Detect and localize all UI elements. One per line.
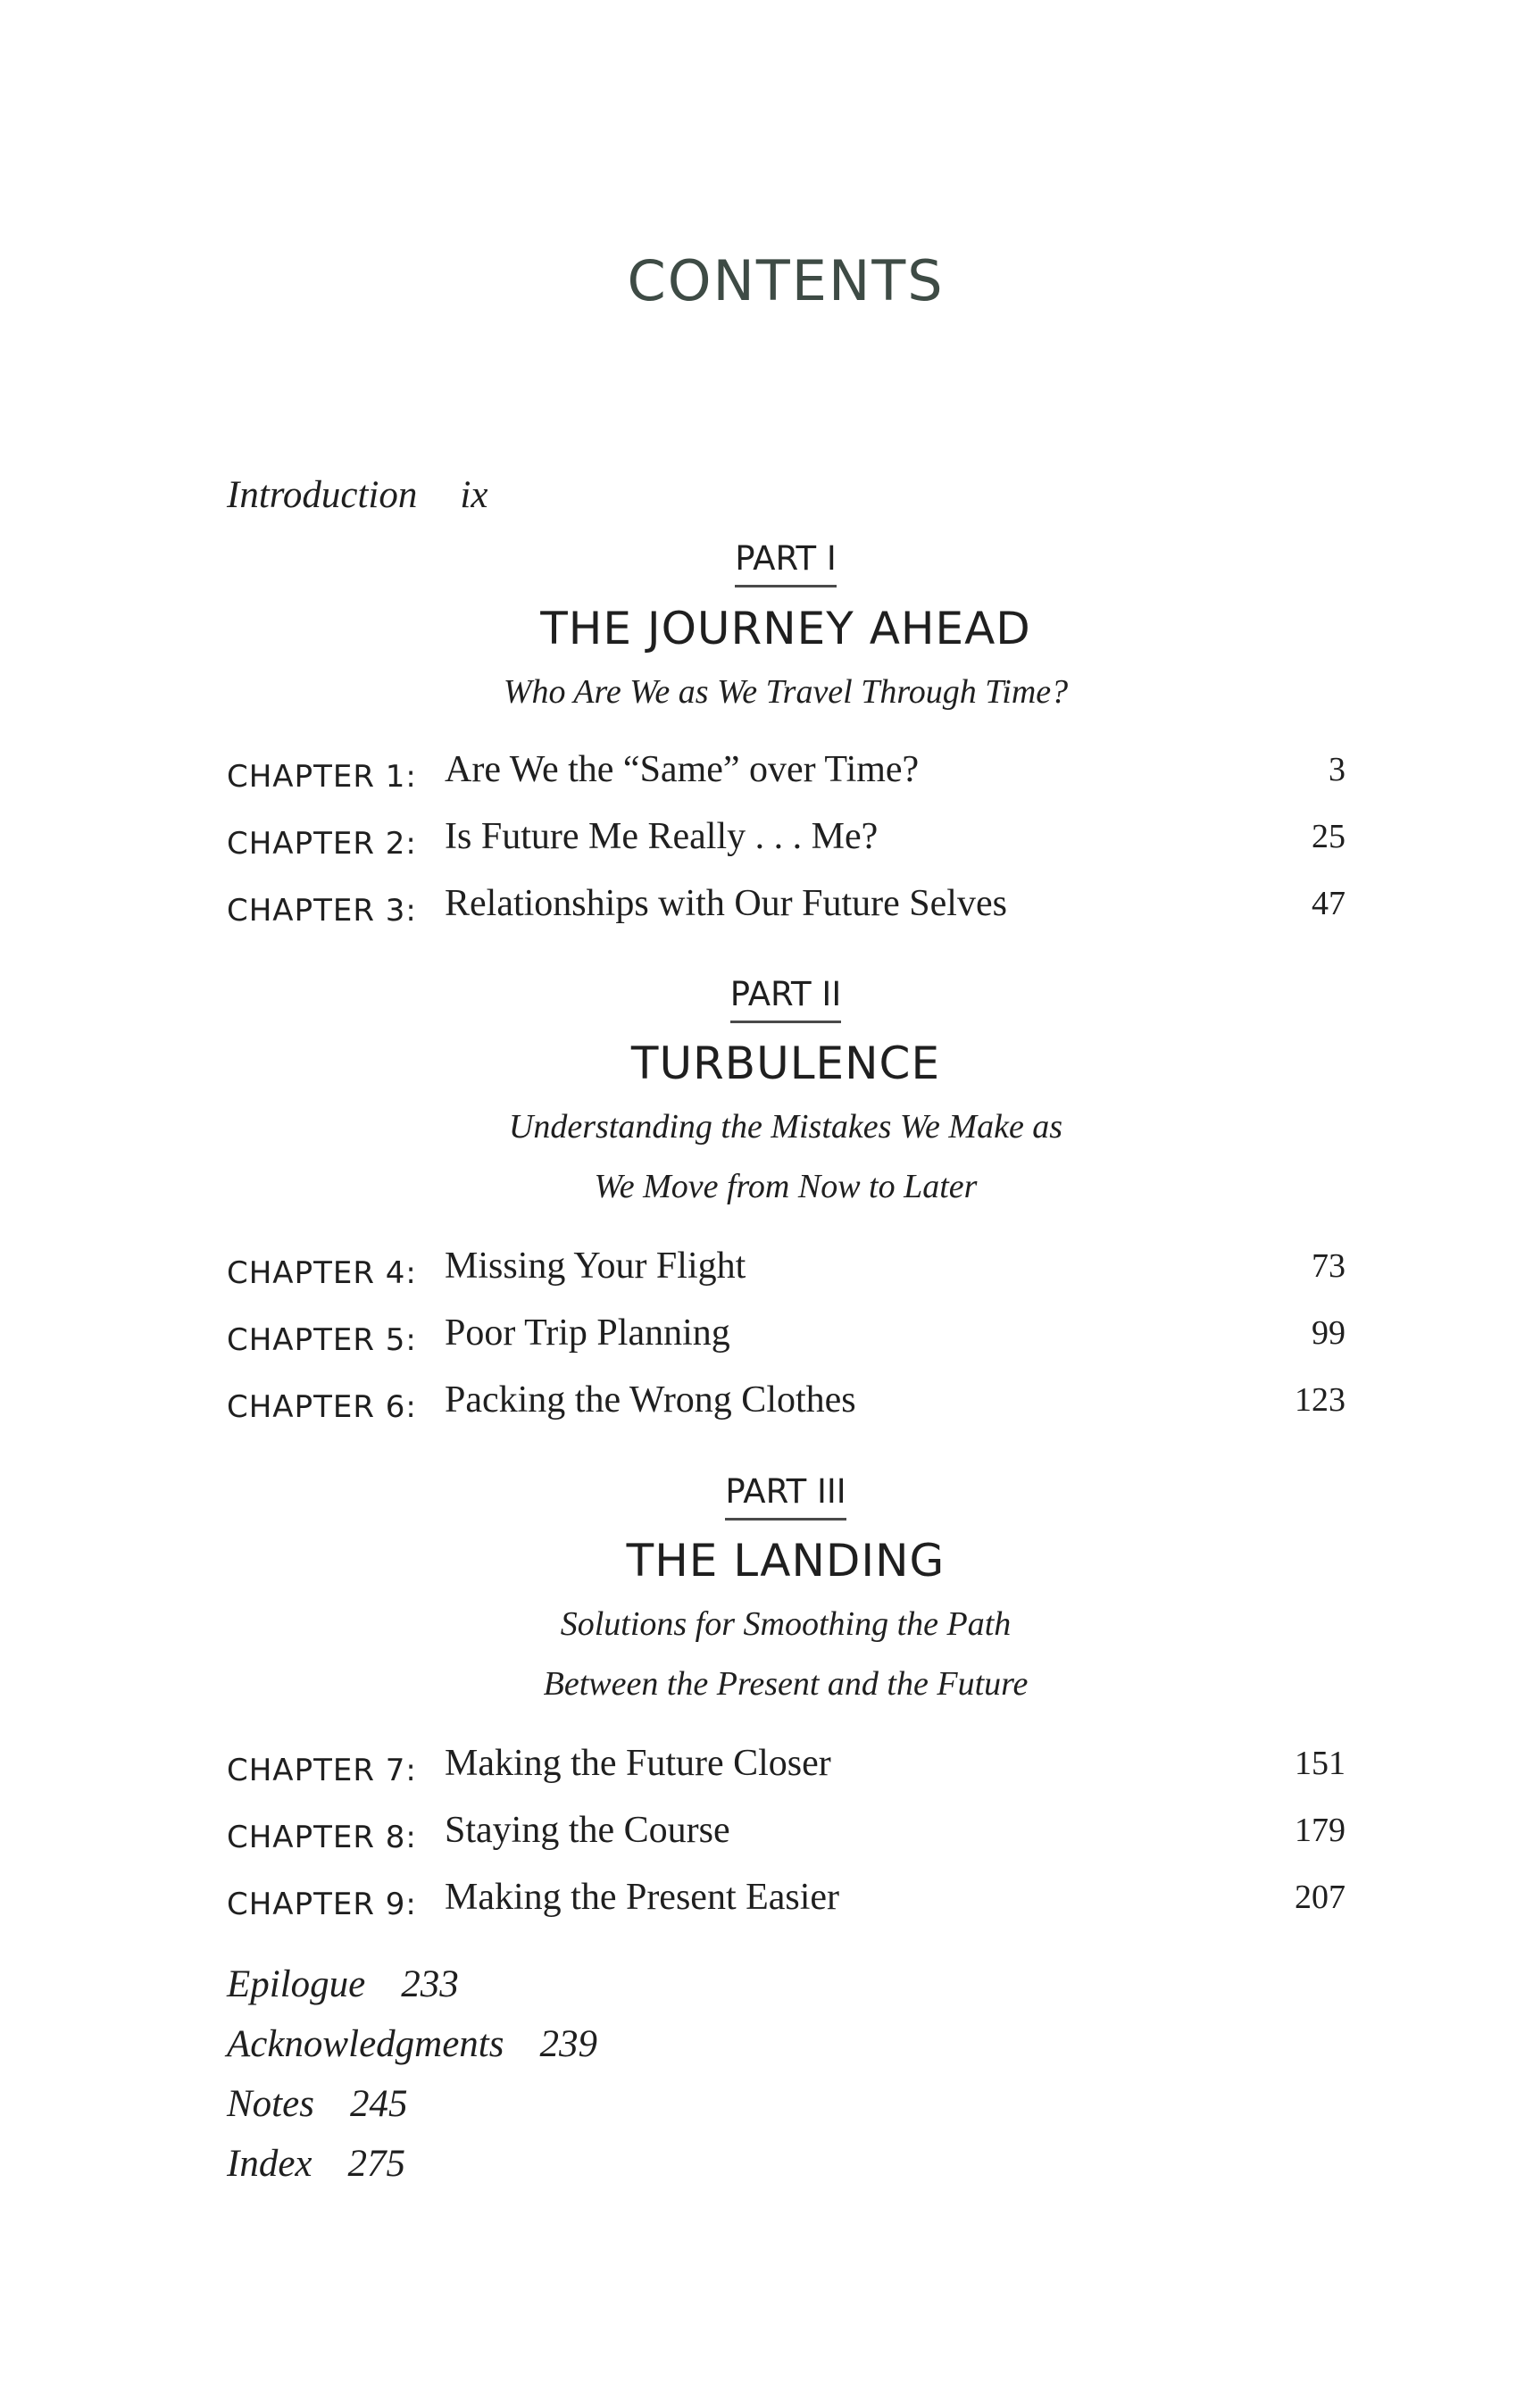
chapter-page: 207 — [1295, 1879, 1346, 1916]
chapter-label: CHAPTER 4: — [227, 1255, 417, 1291]
toc-entry-epilogue[interactable] — [227, 1962, 459, 2006]
chapter-title: Poor Trip Planning — [445, 1312, 730, 1354]
chapter-page: 151 — [1295, 1745, 1346, 1782]
entry-page: 233 — [401, 1963, 459, 2005]
chapter-title: Making the Present Easier — [445, 1877, 840, 1918]
entry-page: ix — [460, 474, 488, 516]
page-title: CONTENTS — [627, 248, 945, 313]
chapter-label: CHAPTER 7: — [227, 1753, 417, 1788]
toc-chapter-5[interactable] — [227, 1312, 1346, 1365]
chapter-page: 3 — [1329, 751, 1346, 788]
part-label-1: PART I — [0, 539, 1533, 587]
chapter-title: Are We the “Same” over Time? — [445, 749, 920, 790]
toc-entry-introduction[interactable] — [227, 473, 487, 517]
toc-chapter-2[interactable] — [227, 815, 1346, 869]
entry-title: Notes — [227, 2083, 314, 2125]
entry-title: Epilogue — [227, 1963, 366, 2005]
part-title-2: TURBULENCE — [630, 1037, 941, 1089]
entry-title: Index — [227, 2143, 312, 2185]
entry-page: 245 — [349, 2083, 408, 2125]
chapter-title: Is Future Me Really . . . Me? — [445, 816, 879, 857]
part-title-3: THE LANDING — [626, 1535, 946, 1587]
part-subtitle-1 — [0, 662, 1533, 722]
entry-title: Acknowledgments — [227, 2023, 504, 2065]
chapter-label: CHAPTER 2: — [227, 826, 417, 862]
part-subtitle-line: We Move from Now to Later — [594, 1168, 978, 1205]
entry-title: Introduction — [227, 474, 418, 516]
chapter-title: Packing the Wrong Clothes — [445, 1379, 856, 1421]
chapter-label: CHAPTER 9: — [227, 1887, 417, 1922]
part-subtitle-line: Understanding the Mistakes We Make as — [508, 1108, 1063, 1146]
chapter-title: Missing Your Flight — [445, 1246, 746, 1287]
toc-chapter-4[interactable] — [227, 1245, 1346, 1298]
part-title-1: THE JOURNEY AHEAD — [540, 603, 1031, 654]
chapter-page: 47 — [1312, 885, 1346, 922]
toc-chapter-6[interactable] — [227, 1379, 1346, 1432]
chapter-label: CHAPTER 3: — [227, 893, 417, 929]
toc-chapter-8[interactable] — [227, 1809, 1346, 1862]
chapter-label: CHAPTER 6: — [227, 1389, 417, 1425]
part-subtitle-2 — [0, 1097, 1533, 1217]
chapter-page: 123 — [1295, 1381, 1346, 1419]
chapter-title: Making the Future Closer — [445, 1743, 831, 1784]
part-subtitle-3 — [0, 1595, 1533, 1714]
chapter-page: 73 — [1312, 1247, 1346, 1285]
chapter-label: CHAPTER 5: — [227, 1322, 417, 1358]
part-label-2: PART II — [0, 975, 1533, 1023]
chapter-page: 179 — [1295, 1812, 1346, 1849]
chapter-page: 25 — [1312, 818, 1346, 855]
chapter-label: CHAPTER 1: — [227, 759, 417, 795]
entry-page: 275 — [347, 2143, 405, 2185]
toc-chapter-7[interactable] — [227, 1742, 1346, 1796]
chapter-title: Staying the Course — [445, 1810, 730, 1851]
part-subtitle-line: Who Are We as We Travel Through Time? — [503, 673, 1069, 711]
chapter-title: Relationships with Our Future Selves — [445, 883, 1007, 924]
part-subtitle-line: Between the Present and the Future — [543, 1665, 1029, 1703]
toc-chapter-3[interactable] — [227, 882, 1346, 936]
chapter-page: 99 — [1312, 1314, 1346, 1352]
toc-chapter-1[interactable] — [227, 748, 1346, 802]
chapter-label: CHAPTER 8: — [227, 1820, 417, 1855]
toc-entry-index[interactable] — [227, 2142, 405, 2186]
toc-chapter-9[interactable] — [227, 1876, 1346, 1929]
part-label-3: PART III — [0, 1472, 1533, 1521]
toc-entry-acknowledgments[interactable] — [227, 2022, 597, 2066]
toc-entry-notes[interactable] — [227, 2082, 407, 2126]
entry-page: 239 — [539, 2023, 597, 2065]
part-subtitle-line: Solutions for Smoothing the Path — [560, 1605, 1012, 1643]
